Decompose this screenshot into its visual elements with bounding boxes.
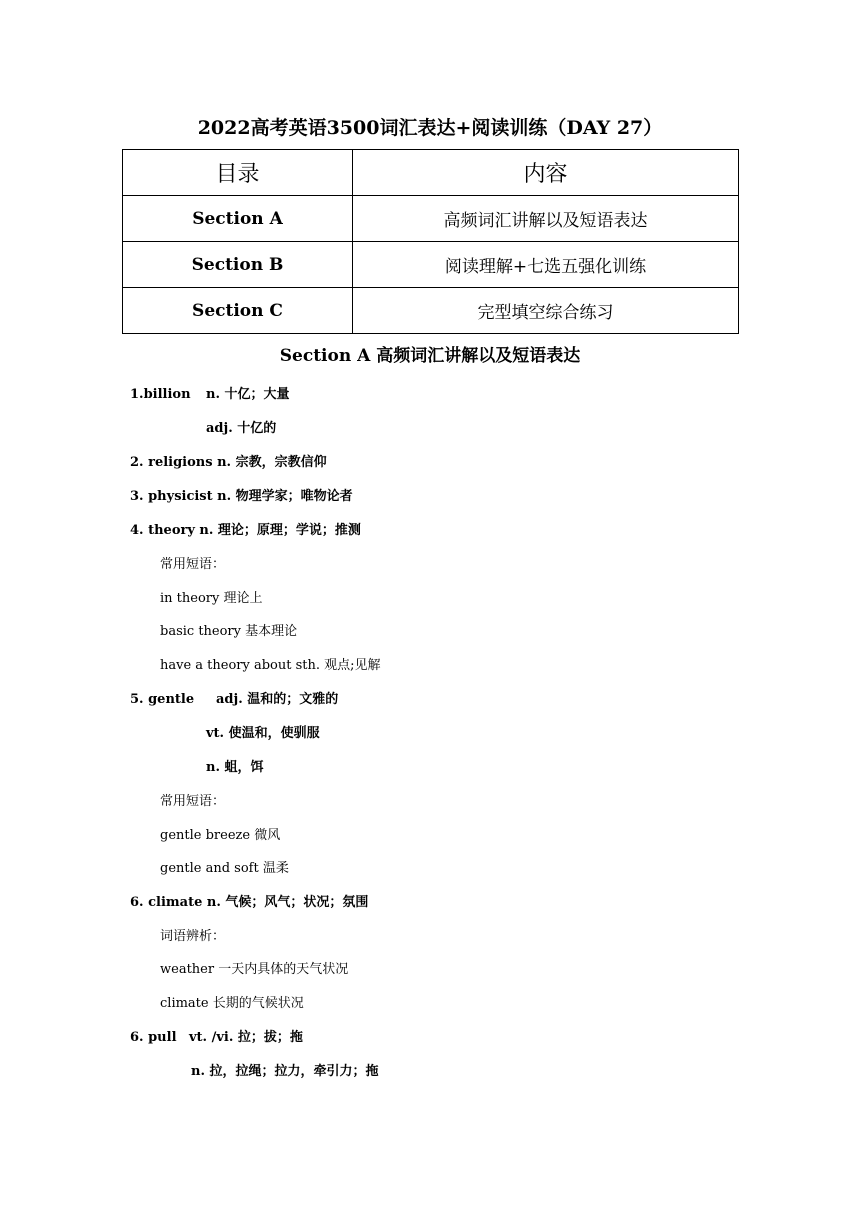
phrase-item: gentle and soft 温柔 xyxy=(160,861,289,876)
climate-analysis-label: 词语辨析： xyxy=(160,929,226,944)
table-header-row xyxy=(123,150,739,196)
section-heading: Section A 高频词汇讲解以及短语表达 xyxy=(279,346,581,366)
entry-gentle-word: 5. gentle xyxy=(130,692,195,707)
analysis-item: climate 长期的气候状况 xyxy=(160,996,304,1011)
entry-billion-word: 1.billion xyxy=(130,387,191,402)
entry-gentle-def-vt: vt. 使温和，使驯服 xyxy=(206,726,320,741)
phrase-item: in theory 理论上 xyxy=(160,591,263,606)
entry-religions: 2. religions n. 宗教，宗教信仰 xyxy=(130,455,327,470)
header-cell-content: 内容 xyxy=(353,150,739,196)
section-cell: Section C xyxy=(123,288,353,334)
content-cell: 完型填空综合练习 xyxy=(353,288,739,334)
content-cell: 高频词汇讲解以及短语表达 xyxy=(353,196,739,242)
entry-gentle-def-adj: adj. 温和的；文雅的 xyxy=(216,692,339,707)
entry-gentle-def-noun: n. 蛆，饵 xyxy=(206,760,264,775)
entry-billion-def-noun: n. 十亿；大量 xyxy=(206,387,290,402)
document-title: 2022高考英语3500词汇表达+阅读训练（DAY 27） xyxy=(197,117,663,139)
phrase-item: gentle breeze 微风 xyxy=(160,828,281,843)
theory-phrases-label: 常用短语： xyxy=(160,557,226,572)
table-row xyxy=(123,196,739,242)
entry-pull-def-verb: vt. /vi. 拉；拔；拖 xyxy=(189,1030,303,1045)
table-row xyxy=(123,288,739,334)
entry-climate: 6. climate n. 气候；风气；状况；氛围 xyxy=(130,895,369,910)
phrase-item: have a theory about sth. 观点;见解 xyxy=(160,658,381,673)
header-cell-catalog: 目录 xyxy=(123,150,353,196)
phrase-item: basic theory 基本理论 xyxy=(160,624,298,639)
entry-pull-def-noun: n. 拉，拉绳；拉力，牵引力；拖 xyxy=(191,1064,379,1079)
analysis-item: weather 一天内具体的天气状况 xyxy=(160,962,349,977)
section-cell: Section A xyxy=(123,196,353,242)
section-cell: Section B xyxy=(123,242,353,288)
content-cell: 阅读理解+七选五强化训练 xyxy=(353,242,739,288)
entry-theory: 4. theory n. 理论；原理；学说；推测 xyxy=(130,523,361,538)
entry-physicist: 3. physicist n. 物理学家；唯物论者 xyxy=(130,489,353,504)
contents-table xyxy=(122,149,739,334)
entry-billion-def-adj: adj. 十亿的 xyxy=(206,421,277,436)
entry-pull-word: 6. pull xyxy=(130,1030,177,1045)
gentle-phrases-label: 常用短语： xyxy=(160,794,226,809)
table-row xyxy=(123,242,739,288)
